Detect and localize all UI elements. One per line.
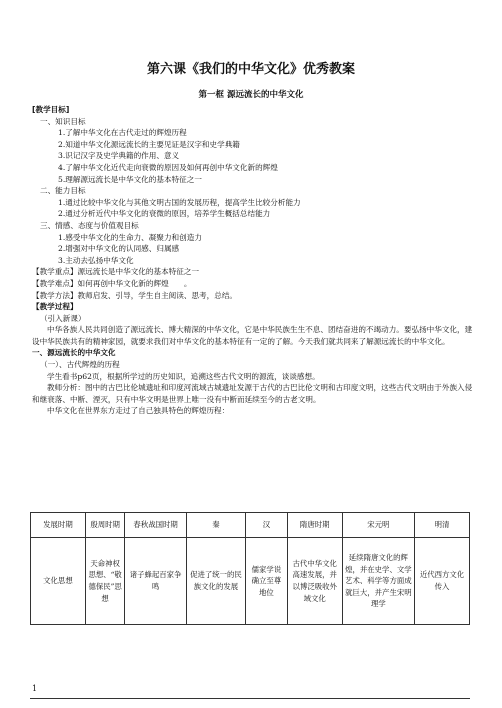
heading-objectives: [教学目标] — [32, 105, 70, 114]
list-item: 1.感受中华文化的生命力、凝聚力和创造力 — [58, 232, 202, 242]
heading-knowledge: 一、知识目标 — [40, 116, 86, 126]
paragraph: 学生看书p62页，根据所学过的历史知识，追溯这些古代文明的源流，谈谈感想。 — [47, 371, 320, 381]
table-cell: 天命神权思想、“敬德保民”思想 — [85, 538, 125, 625]
lesson-body — [32, 104, 474, 417]
list-item: 1.通过比较中华文化与其他文明古国的发展历程，提高学生比较分析能力 — [58, 197, 301, 207]
footer-divider — [30, 698, 470, 699]
page-number: 1 — [32, 684, 38, 693]
list-item: 2.增强对中华文化的认同感、归属感 — [58, 244, 180, 254]
table-cell: 延续隋唐文化的辉煌，并在史学、文学艺术、科学等方面成就巨大，并产生宋明理学 — [342, 538, 414, 625]
list-item: 1.了解中华文化在古代走过的辉煌历程 — [58, 128, 187, 138]
document-title: 第六课《我们的中华文化》优秀教案 — [146, 62, 355, 77]
section-subtitle: 第一框 源远流长的中华文化 — [198, 90, 304, 100]
list-item: 2.通过分析近代中华文化的衰微的原因，培养学生概括总结能力 — [58, 209, 271, 219]
table-header: 汉 — [246, 513, 288, 538]
table-cell: 儒家学说确立至尊地位 — [246, 538, 288, 625]
table-header: 隋唐时期 — [287, 513, 342, 538]
difficult-point: 【教学难点】如何再创中华文化新的辉煌 。 — [32, 278, 192, 288]
table-header: 秦 — [186, 513, 245, 538]
table-cell: 诸子蜂起百家争鸣 — [125, 538, 186, 625]
table-cell: 近代西方文化传入 — [415, 538, 470, 625]
list-item: 5.理解源远流长是中华文化的基本特征之一 — [58, 174, 202, 184]
table-cell: 促进了统一的民族文化的发展 — [186, 538, 245, 625]
key-point: 【教学重点】源远流长是中华文化的基本特征之一 — [32, 267, 200, 277]
intro-paragraph: 中华各族人民共同创造了源远流长、博大精深的中华文化，它是中华民族生生不息、团结奋进的不竭动力。要弘扬中华文化，建设中华民族共有的精神家园，就要求我们对中华文化的基本特征有一定的了解。今天我们就共同来了解源远流长的中华文化。 — [32, 325, 473, 346]
list-item: 4.了解中华文化近代走向衰微的原因及如何再创中华文化新的辉煌 — [58, 162, 278, 172]
list-item: 3.识记汉字及史学典籍的作用、意义 — [58, 151, 180, 161]
teaching-method: 【教学方法】教师启发、引导，学生自主阅读、思考，总结。 — [32, 290, 238, 300]
teacher-analysis: 教师分析：图中的古巴比伦城遗址和印度河流域古城遗址发源于古代的古巴比伦文明和古印度文明，这些古代文明由于外族入侵和继衰落、中断、湮灭，只有中华文明是世界上唯一没有中断而延续至今的古老文明。 — [32, 383, 473, 404]
table-header: 春秋战国时期 — [125, 513, 186, 538]
table-header: 发展时期 — [31, 513, 86, 538]
culture-history-table — [30, 512, 470, 625]
table-cell: 古代中华文化高速发展，并以博泛吸收外域文化 — [287, 538, 342, 625]
heading-process: 【教学过程】 — [32, 302, 78, 312]
heading-emotion: 三、情感、态度与价值观目标 — [40, 220, 139, 230]
table-cell: 文化思想 — [31, 538, 86, 625]
table-header: 宋元明 — [342, 513, 414, 538]
table-header: 明清 — [415, 513, 470, 538]
list-item: 3.主动去弘扬中华文化 — [58, 255, 134, 265]
table-caption: 中华文化在世界东方走过了自己独具特色的辉煌历程： — [47, 406, 230, 416]
subsection-heading: （一）、古代辉煌的历程 — [40, 360, 120, 370]
heading-ability: 二、能力目标 — [40, 186, 86, 196]
table-header: 殷周时期 — [85, 513, 125, 538]
intro-label: （引入新课） — [40, 313, 86, 323]
list-item: 2.知道中华文化源远流长的主要见证是汉字和史学典籍 — [58, 139, 240, 149]
section-heading: 一、源远流长的中华文化 — [32, 348, 116, 358]
